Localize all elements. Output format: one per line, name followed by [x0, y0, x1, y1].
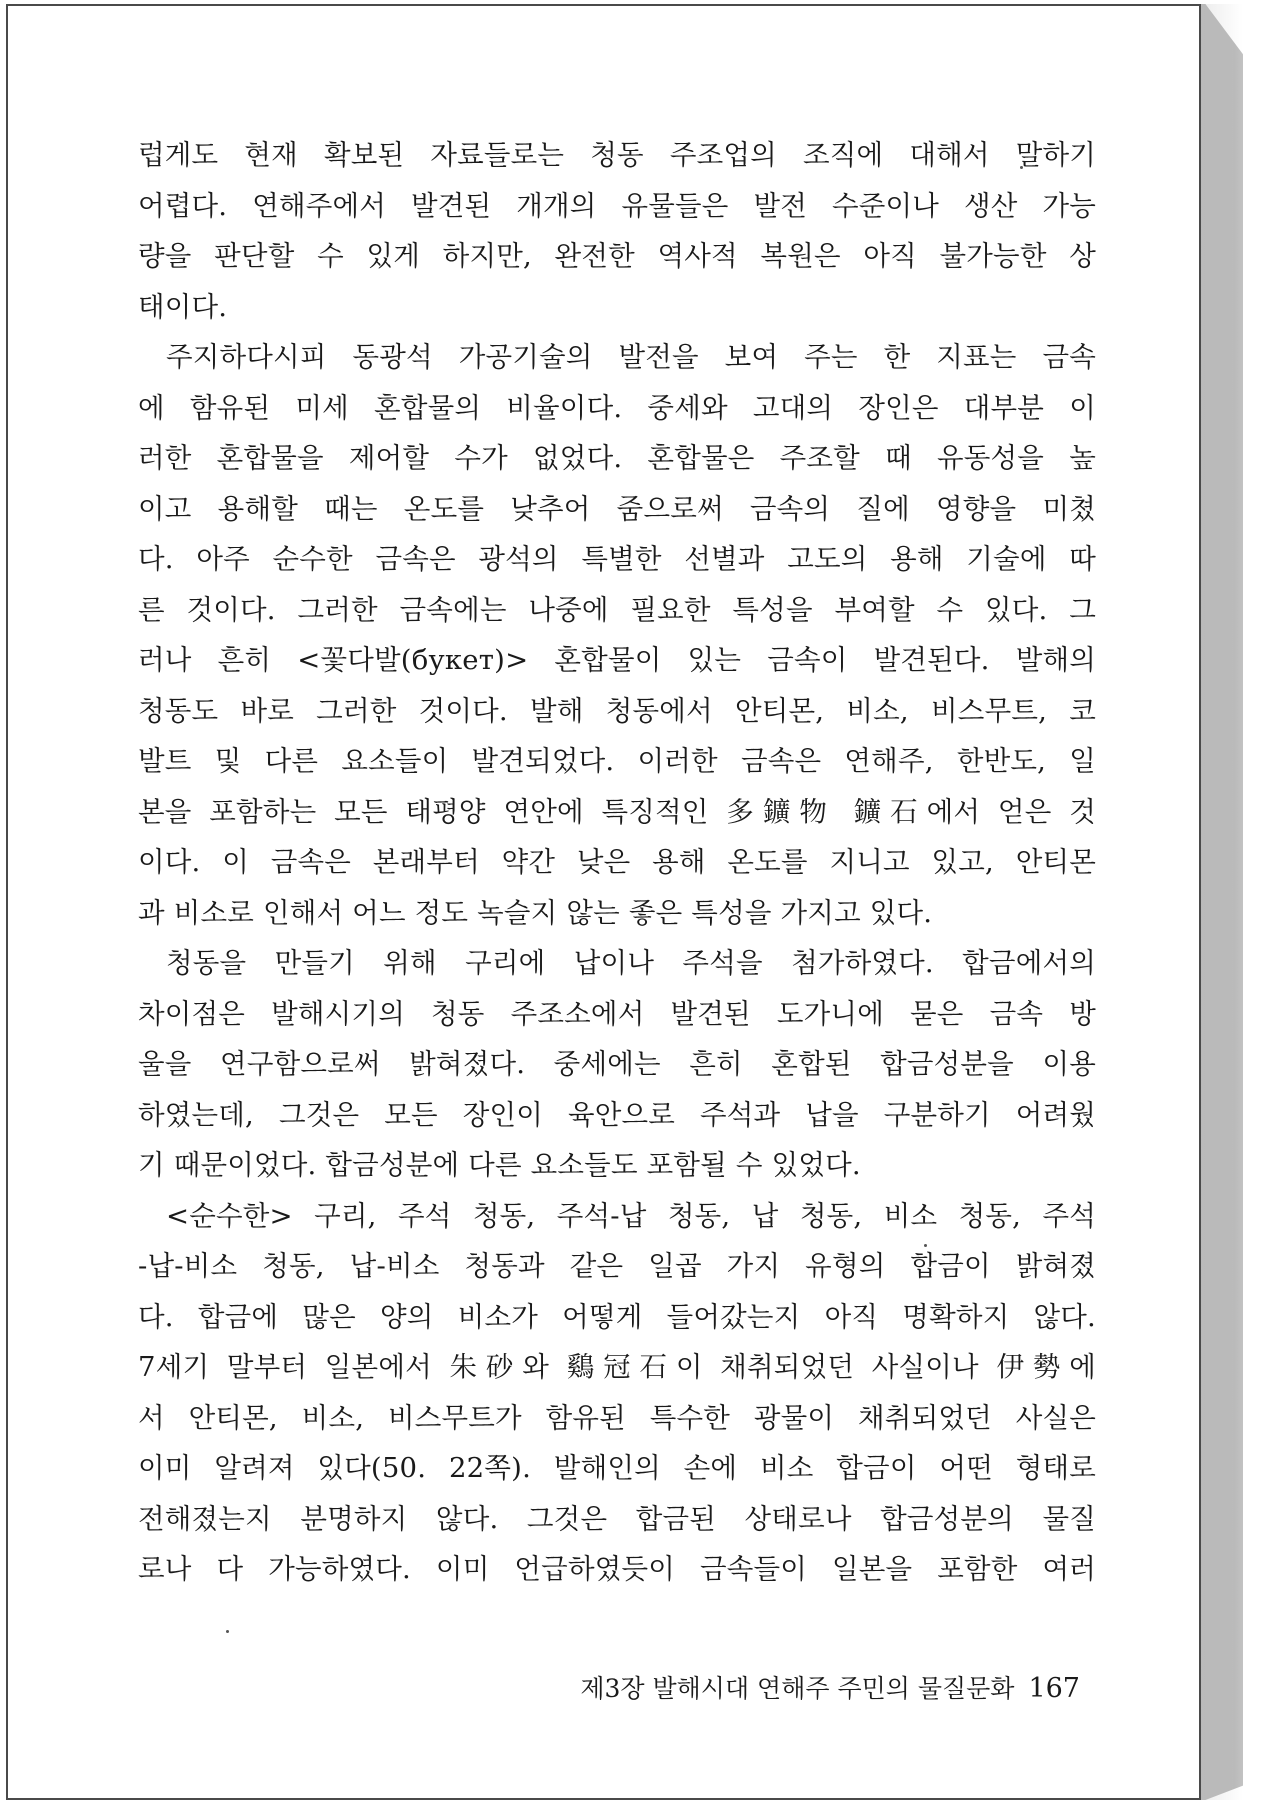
text-line: 러한 혼합물을 제어할 수가 없었다. 혼합물은 주조할 때 유동성을 높 — [138, 442, 1096, 474]
running-footer — [560, 1669, 1080, 1709]
text-line: 과 비소로 인해서 어느 정도 녹슬지 않는 좋은 특성을 가지고 있다. — [138, 896, 933, 929]
text-line: 른 것이다. 그러한 금속에는 나중에 필요한 특성을 부여할 수 있다. 그 — [138, 593, 1096, 626]
text-line: 차이점은 발해시기의 청동 주조소에서 발견된 도가니에 묻은 금속 방 — [138, 997, 1096, 1030]
page-number: 167 — [1028, 1673, 1080, 1704]
text-line: 이미 알려져 있다(50. 22쪽). 발해인의 손에 비소 합금이 어떤 형태로 — [138, 1452, 1096, 1484]
text-line: 다. 아주 순수한 금속은 광석의 특별한 선별과 고도의 용해 기술에 따 — [138, 543, 1096, 575]
text-line: -납-비소 청동, 납-비소 청동과 같은 일곱 가지 유형의 합금이 밝혀졌 — [138, 1250, 1096, 1282]
text-line: 이고 용해할 때는 온도를 낮추어 줌으로써 금속의 질에 영향을 미쳤 — [138, 492, 1096, 525]
text-line: 청동도 바로 그러한 것이다. 발해 청동에서 안티몬, 비소, 비스무트, 코 — [138, 694, 1096, 727]
body-text — [138, 130, 1096, 1595]
text-line: 전해졌는지 분명하지 않다. 그것은 합금된 상태로나 합금성분의 물질 — [138, 1502, 1096, 1535]
chapter-title: 제3장 발해시대 연해주 주민의 물질문화 — [580, 1674, 1015, 1703]
text-line: 러나 흔히 <꽃다발(букет)> 혼합물이 있는 금속이 발견된다. 발해의 — [138, 644, 1096, 676]
page-edge-shadow — [1199, 4, 1243, 1800]
paragraph-first-line: 청동을 만들기 위해 구리에 납이나 주석을 첨가하였다. 합금에서의 — [166, 947, 1096, 979]
text-line: 이다. 이 금속은 본래부터 약간 낮은 용해 온도를 지니고 있고, 안티몬 — [138, 846, 1096, 878]
text-line: 서 안티몬, 비소, 비스무트가 함유된 특수한 광물이 채취되었던 사실은 — [138, 1401, 1096, 1434]
text-line: 본을 포함하는 모든 태평양 연안에 특징적인 多鑛物 鑛石에서 얻은 것 — [138, 795, 1096, 828]
text-line: 7세기 말부터 일본에서 朱砂와 鷄冠石이 채취되었던 사실이나 伊勢에 — [138, 1351, 1096, 1383]
text-line: 태이다. — [138, 290, 228, 323]
text-line: 에 함유된 미세 혼합물의 비율이다. 중세와 고대의 장인은 대부분 이 — [138, 391, 1096, 424]
text-line: 로나 다 가능하였다. 이미 언급하였듯이 금속들이 일본을 포함한 여러 — [138, 1553, 1096, 1585]
text-line: 어렵다. 연해주에서 발견된 개개의 유물들은 발전 수준이나 생산 가능 — [138, 189, 1096, 222]
text-line: 량을 판단할 수 있게 하지만, 완전한 역사적 복원은 아직 불가능한 상 — [138, 240, 1096, 272]
text-line: 럽게도 현재 확보된 자료들로는 청동 주조업의 조직에 대해서 말하기 — [138, 139, 1096, 171]
text-line: 기 때문이었다. 합금성분에 다른 요소들도 포함될 수 있었다. — [138, 1149, 861, 1181]
paragraph-first-line: 주지하다시피 동광석 가공기술의 발전을 보여 주는 한 지표는 금속 — [166, 341, 1096, 373]
text-line: 울을 연구함으로써 밝혀졌다. 중세에는 흔히 혼합된 합금성분을 이용 — [138, 1048, 1096, 1080]
paragraph-first-line: <순수한> 구리, 주석 청동, 주석-납 청동, 납 청동, 비소 청동, 주석 — [166, 1199, 1096, 1232]
scan-speck — [226, 1630, 229, 1633]
text-line: 다. 합금에 많은 양의 비소가 어떻게 들어갔는지 아직 명확하지 않다. — [138, 1300, 1096, 1333]
text-line: 발트 및 다른 요소들이 발견되었다. 이러한 금속은 연해주, 한반도, 일 — [138, 745, 1096, 777]
text-line: 하였는데, 그것은 모든 장인이 육안으로 주석과 납을 구분하기 어려웠 — [138, 1098, 1096, 1131]
